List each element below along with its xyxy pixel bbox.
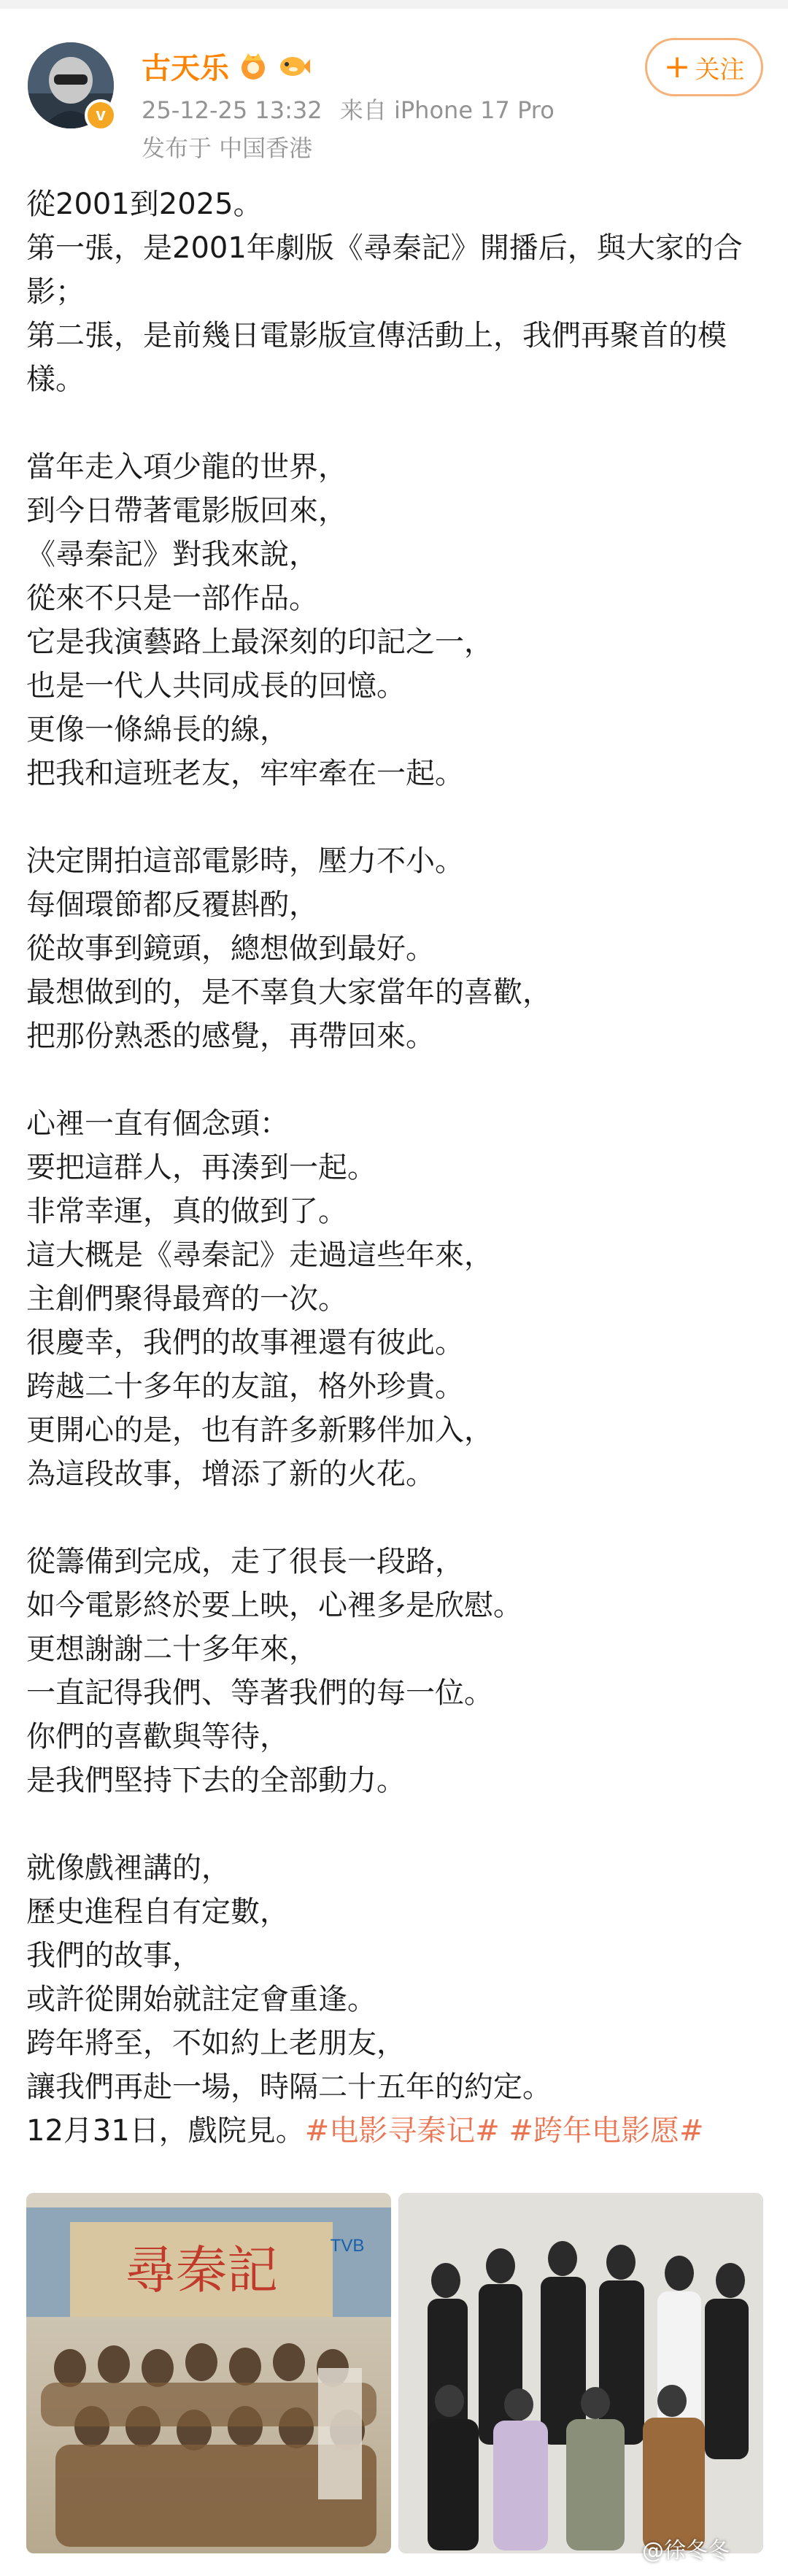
author-row [142,44,311,88]
text-line: 非常幸運，真的做到了。 [26,1195,347,1228]
text-line: 把我和這班老友，牢牢牽在一起。 [26,757,464,790]
crown-medal-icon [236,50,270,81]
follow-button[interactable] [645,38,763,96]
hashtag-movie[interactable]: #电影寻秦记# [304,2114,500,2148]
text-line: 很慶幸，我們的故事裡還有彼此。 [26,1326,464,1360]
text-line: 從2001到2025。 [26,188,263,221]
watermark: @徐冬冬 [642,2538,730,2564]
text-line: 也是一代人共同成長的回憶。 [26,669,406,703]
text-line: 最想做到的，是不辜負大家當年的喜歡， [26,976,552,1009]
text-line: 就像戲裡講的， [26,1851,231,1885]
photo-2001-cast[interactable] [26,2193,391,2553]
text-line: 跨越二十多年的友誼，格外珍貴。 [26,1370,464,1403]
text-line: 一直記得我們、等著我們的每一位。 [26,1676,493,1710]
closing-text: 12月31日，戲院見。 [26,2114,305,2148]
text-line: 更想謝謝二十多年來， [26,1632,318,1666]
text-line: 從故事到鏡頭，總想做到最好。 [26,932,435,965]
top-edge [0,0,788,9]
text-line: 決定開拍這部電影時，壓力不小。 [26,844,464,878]
text-line: 跨年將至，不如約上老朋友， [26,2027,406,2060]
text-line: 你們的喜歡與等待， [26,1720,289,1754]
drama-title-sign: 尋秦記 [125,2240,278,2300]
text-line: 從來不只是一部作品。 [26,582,318,615]
text-line: 《尋秦記》對我來說， [26,538,318,571]
text-line: 它是我演藝路上最深刻的印記之一， [26,625,493,659]
text-line: 如今電影終於要上映，心裡多是欣慰。 [26,1589,522,1622]
fish-badge-icon [277,50,311,81]
text-line: 每個環節都反覆斟酌， [26,888,318,922]
text-line: 更開心的是，也有許多新夥伴加入， [26,1414,493,1447]
text-line: 當年走入項少龍的世界， [26,450,347,484]
text-line: 到今日帶著電影版回來， [26,494,347,528]
post-body [26,182,763,2153]
text-line: 我們的故事， [26,1939,201,1973]
text-line: 讓我們再赴一場，時隔二十五年的約定。 [26,2070,552,2104]
text-line: 更像一條綿長的線， [26,713,289,747]
hashtag-newyear[interactable]: #跨年电影愿# [509,2114,704,2148]
text-line: 要把這群人，再湊到一起。 [26,1151,376,1184]
text-line: 從籌備到完成，走了很長一段路， [26,1545,464,1578]
text-line: 把那份熟悉的感覺，再帶回來。 [26,1019,435,1053]
photo-2025-reunion[interactable] [398,2193,763,2553]
text-line: 心裡一直有個念頭： [26,1107,289,1141]
author-name[interactable]: 古天乐 [142,51,229,85]
post-location: 发布于 中国香港 [142,134,313,162]
text-line: 為這段故事，增添了新的火花。 [26,1457,435,1491]
tvb-logo: TVB [330,2236,365,2256]
post-source: 来自 iPhone 17 Pro [339,96,555,124]
follow-label: 关注 [695,55,745,85]
plus-icon: + [663,48,691,85]
verified-badge-icon: v [85,99,117,131]
post-time: 25-12-25 13:32 [142,96,322,124]
post-meta [142,92,555,126]
text-line: 歷史進程自有定數， [26,1895,289,1929]
text-line: 或許從開始就註定會重逢。 [26,1983,376,2016]
text-line: 主創們聚得最齊的一次。 [26,1282,347,1316]
text-line: 第二張，是前幾日電影版宣傳活動上，我們再聚首的模樣。 [26,319,727,396]
last-line [26,2109,763,2153]
text-line: 這大概是《尋秦記》走過這些年來， [26,1238,493,1272]
text-line: 第一張，是2001年劇版《尋秦記》開播后，與大家的合影； [26,231,743,309]
text-line: 是我們堅持下去的全部動力。 [26,1764,406,1797]
